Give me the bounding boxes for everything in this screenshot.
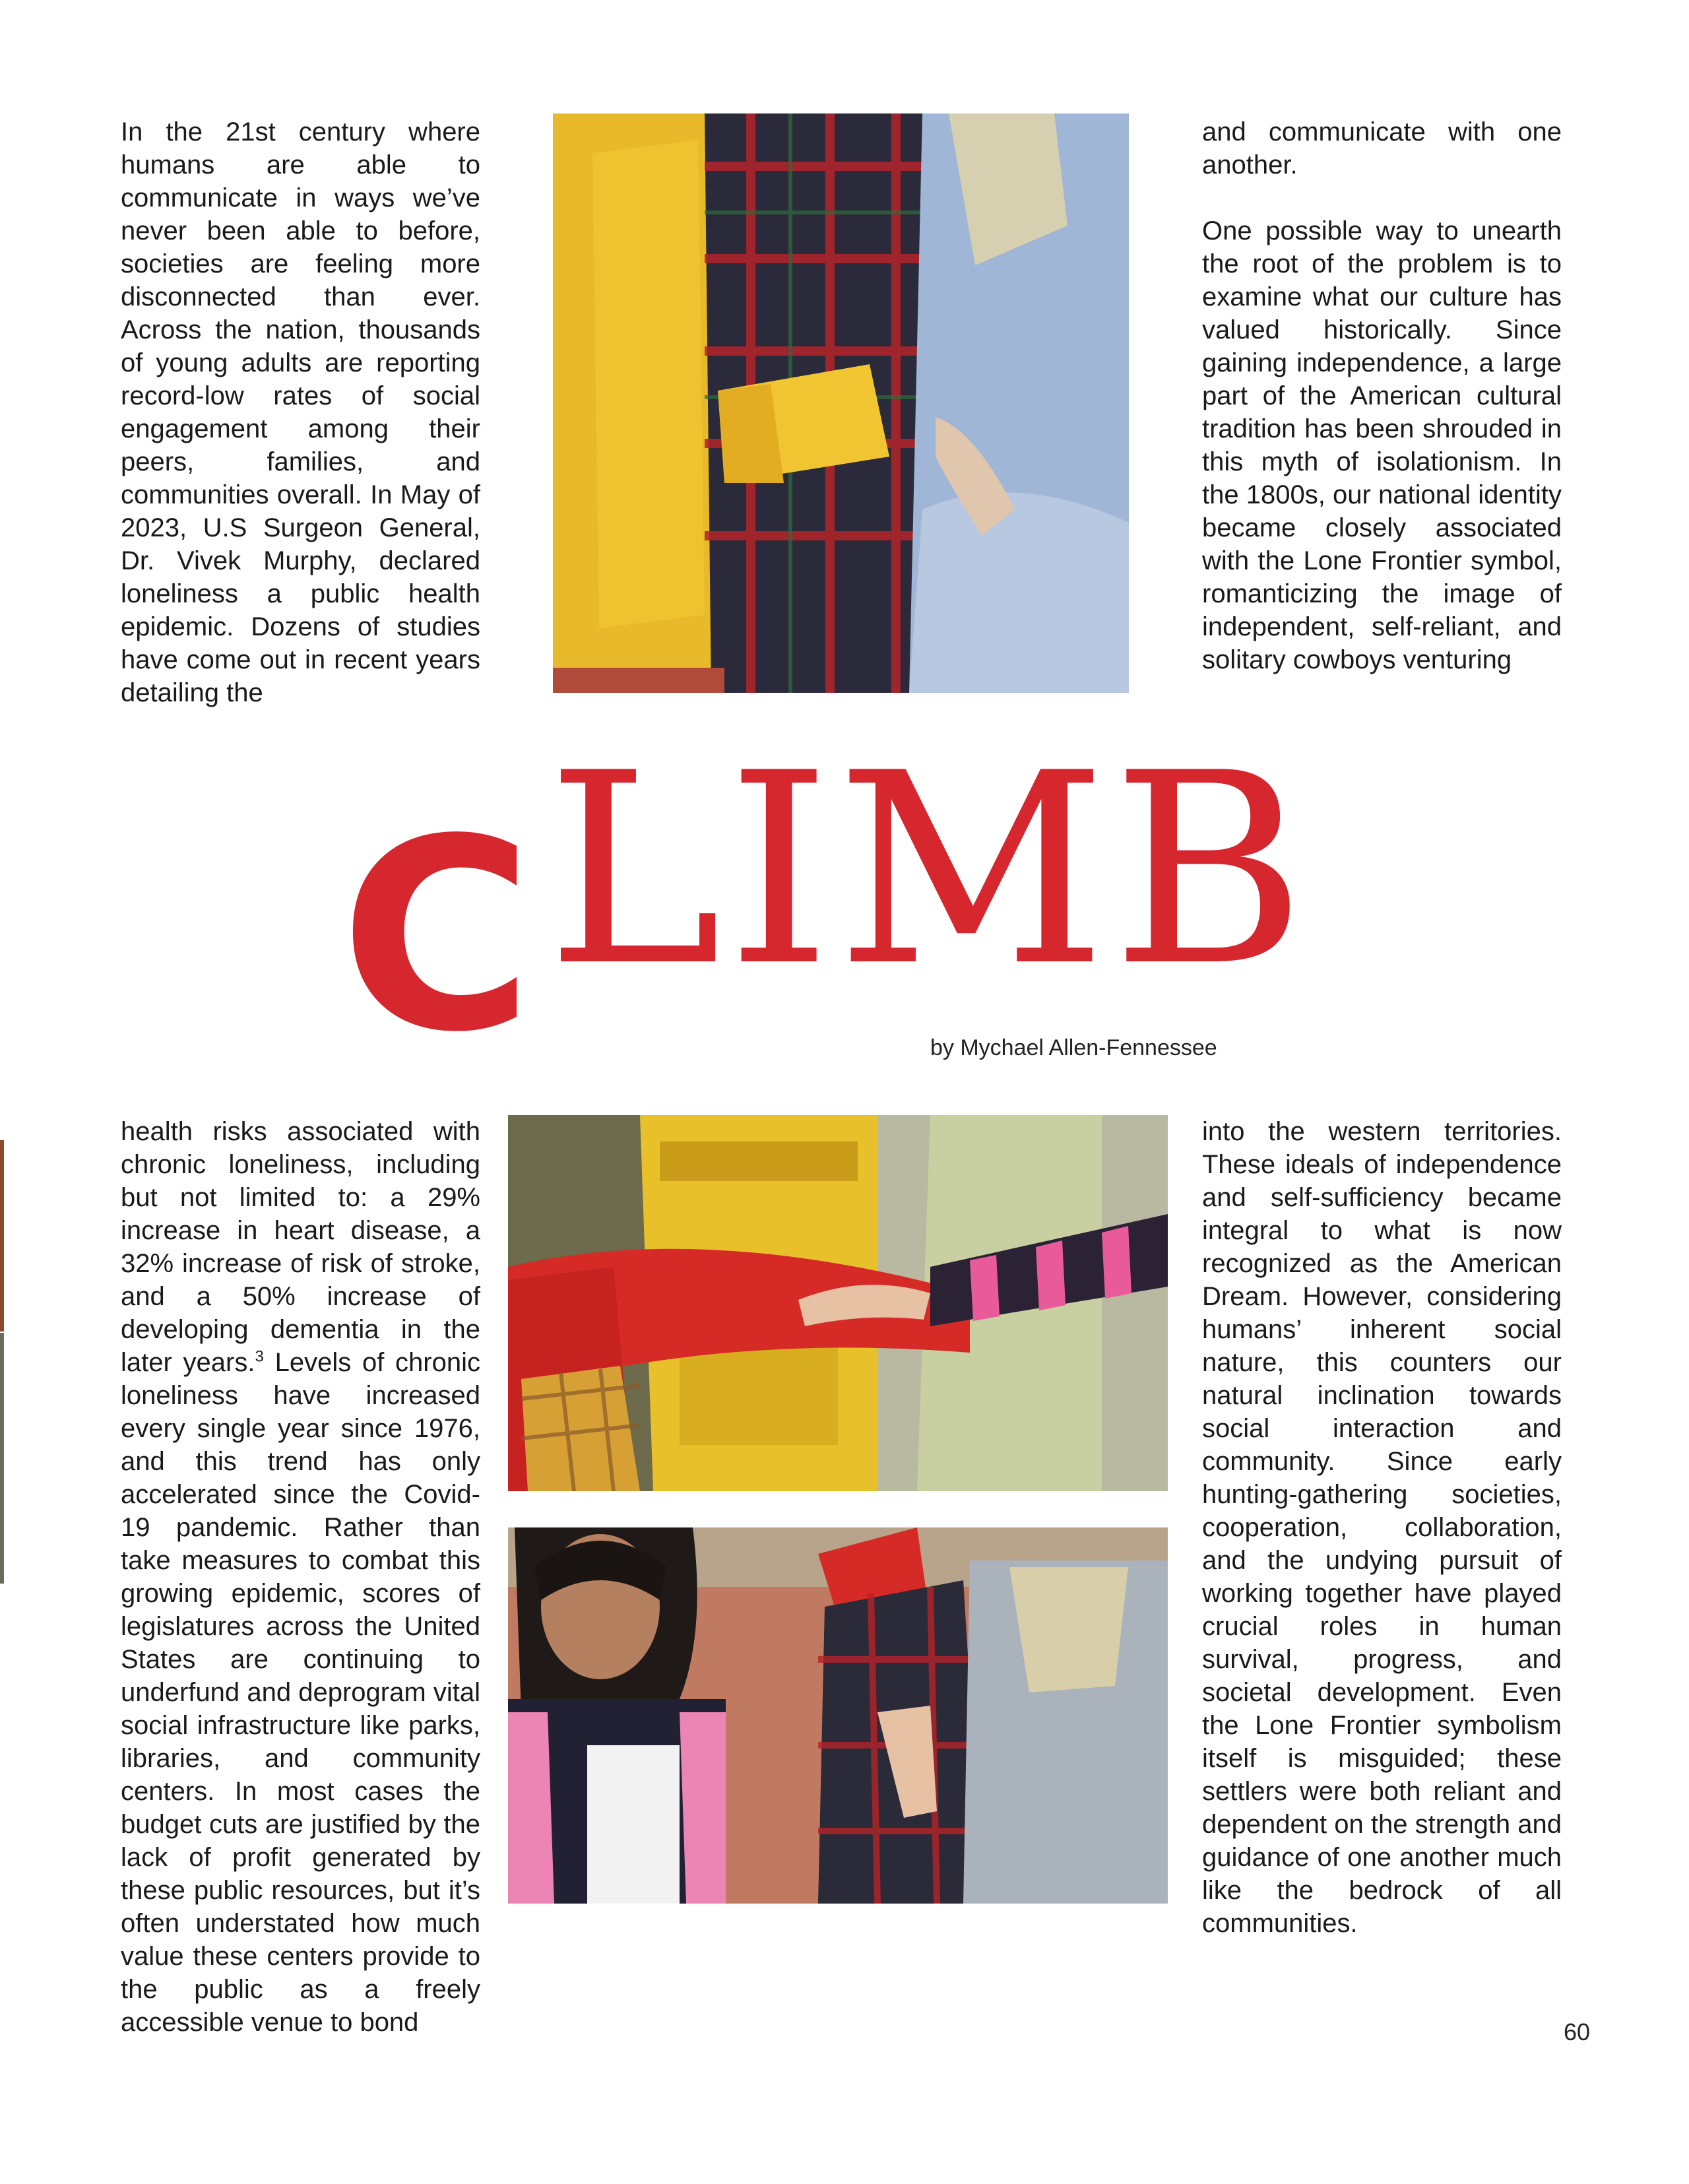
paragraph-text-a: health risks associated with chronic loneliness, including but not limited to: a 29% increase in heart disease, a 32% increase of risk of stroke, and a 50% increase of developing dementia in the later years.	[121, 1117, 480, 1377]
title-limb: LIMB	[546, 717, 1312, 1024]
paragraph: and communicate with one another.	[1202, 117, 1562, 179]
photo-linked-arms-top	[553, 113, 1129, 693]
edge-strip-bottom	[0, 1333, 4, 1584]
article-column-1-top	[121, 115, 480, 709]
edge-strip-top	[0, 1140, 4, 1332]
paragraph: into the western territories. These ideals of independence and self-sufficiency became integral to what is now recognized as the American Dream. However, considering humans’ inherent social nature, this counters our natural inclination towards social interaction and community. Since early hunting-gathering societies, cooperation, collaboration, and the undying pursuit of working together have played crucial roles in human survival, progress, and societal development. Even the Lone Frontier symbolism itself is misguided; these settlers were both reliant and dependent on the strength and guidance of one another much like the bedrock of all communities.	[1202, 1117, 1562, 1938]
photo-group-portrait	[508, 1527, 1168, 1904]
article-column-3-top	[1202, 115, 1562, 709]
paragraph	[121, 1115, 480, 2039]
page-number: 60	[1564, 2018, 1591, 2045]
byline: by Mychael Allen-Fennessee	[930, 1035, 1217, 1060]
article-column-1-bottom	[121, 1115, 480, 2072]
paragraph: One possible way to unearth the root of the problem is to examine what our culture has valued historically. Since gaining independence, a large part of the American cultural tradition has been shrouded in this myth of isolationism. In the 1800s, our national identity became closely associated with the Lone Frontier symbol, romanticizing the image of independent, self-reliant, and solitary cowboys venturing	[1202, 216, 1562, 674]
paragraph: In the 21st century where humans are able to communicate in ways we’ve never been able to before, societies are feeling more disconnected than ever. Across the nation, thousands of young adults are reporting record-low rates of social engagement among their peers, families, and communities overall. In May of 2023, U.S Surgeon General, Dr. Vivek Murphy, declared loneliness a public health epidemic. Dozens of studies have come out in recent years detailing the	[121, 117, 480, 707]
title-initial-c: C	[340, 783, 534, 1090]
paragraph-text-b: Levels of chronic loneliness have increased every single year since 1976, and this trend has only accelerated since the Covid-19 pandemic. Rather than take measures to combat this growing epidemic, scores of legislatures across the United States are continuing to underfund and deprogram vital social infrastructure like parks, libraries, and community centers. In most cases the budget cuts are justified by the lack of profit generated by these public resources, but it’s often understated how much value these centers provide to the public as a freely accessible venue to bond	[121, 1348, 480, 2037]
footnote-ref: 3	[255, 1347, 264, 1366]
article-column-3-bottom	[1202, 1115, 1562, 1940]
photo-arms-hydrant	[508, 1115, 1168, 1491]
